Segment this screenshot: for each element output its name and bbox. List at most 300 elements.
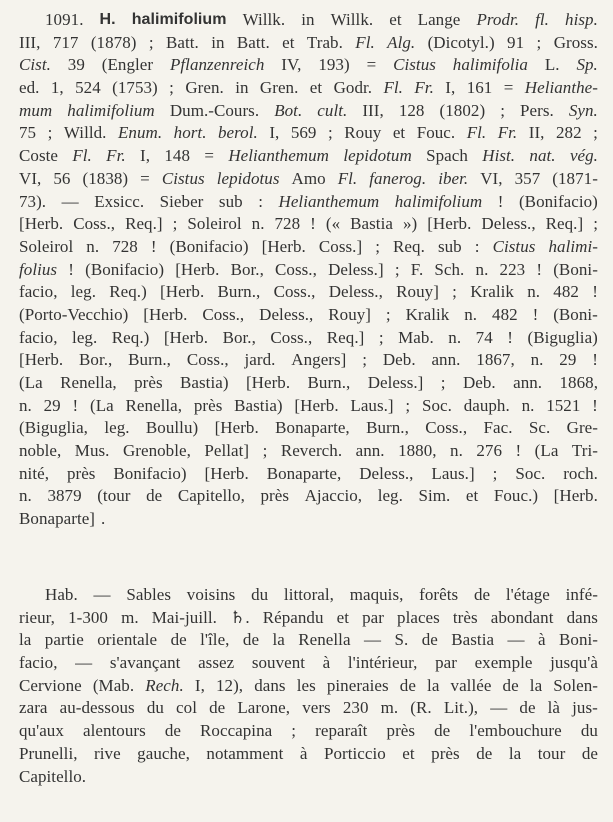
text-word: et [389, 10, 402, 29]
text-word: n. [448, 327, 462, 347]
text-word: Bastia) [180, 373, 229, 392]
text-word: noble, [19, 441, 62, 461]
text-word: ; [172, 214, 178, 234]
entry-line [19, 100, 598, 123]
text-word: Sieber [159, 191, 204, 211]
text-word: rive [94, 743, 121, 763]
italic-text: Fl. [337, 168, 358, 188]
text-word: (La [19, 373, 43, 392]
text-word: 223 [499, 259, 526, 279]
habitat-line [19, 697, 598, 720]
text-word: vallée [450, 675, 492, 695]
habitat-line [19, 743, 598, 766]
italic-text: Prodr. [476, 10, 520, 29]
text-word: m. [380, 698, 399, 718]
text-word: sub [437, 236, 462, 256]
text-word: par [435, 653, 457, 673]
text-word: près [260, 486, 290, 506]
text-word: I, [140, 146, 151, 166]
text-word: de [581, 743, 598, 763]
text-word: Bonaparte, [266, 463, 342, 483]
text-word: Laus.] [431, 463, 475, 483]
entry-line [19, 32, 598, 55]
text-word: Fac. [483, 418, 513, 438]
text-word: Bonaparte] [19, 509, 96, 529]
text-word: maquis, [349, 585, 404, 604]
text-word: [Herb. [163, 327, 209, 347]
species-name: halimifolium [131, 11, 227, 28]
text-word: : [258, 191, 263, 211]
text-word: (1871- [552, 168, 598, 188]
text-word: Coste [19, 146, 58, 166]
text-word: Fouc.) [493, 486, 539, 506]
text-word: 39 [67, 55, 85, 75]
text-word: (tour [97, 486, 131, 506]
text-word: orientale [97, 630, 158, 650]
entry-line [19, 281, 598, 304]
entry-line [19, 349, 598, 372]
text-word: et [309, 78, 323, 98]
text-word: littoral, [283, 585, 334, 604]
italic-text: vég. [569, 146, 598, 166]
text-word: de [476, 743, 493, 763]
italic-text: halimifolium [67, 100, 155, 120]
habitat-line [19, 629, 598, 652]
entry-line [19, 168, 598, 191]
text-word: Deless., [259, 304, 314, 324]
text-word: du [146, 698, 164, 718]
text-word: ! [592, 350, 598, 370]
text-word: (Biguglia) [527, 327, 598, 347]
text-word: II, [528, 123, 545, 143]
text-word: Cervione [19, 675, 82, 695]
text-word: ann. [513, 373, 543, 392]
italic-text: hisp. [565, 10, 598, 29]
text-word: ! [515, 441, 522, 461]
text-word: près [66, 463, 96, 483]
text-word: Renella [298, 630, 351, 650]
text-word: leg. [72, 327, 98, 347]
text-word: ! [592, 395, 598, 415]
text-word: III, [19, 32, 41, 52]
text-word: Deless., [328, 282, 383, 302]
text-word: Capitello, [177, 486, 245, 506]
text-word: IV, [281, 55, 302, 75]
text-word: Req.] [125, 214, 163, 234]
italic-text: Syn. [568, 100, 598, 120]
text-word: = [140, 168, 150, 188]
text-word: de [473, 585, 491, 604]
text-word: Laus.] [350, 395, 394, 415]
text-word: [Herb. [204, 463, 249, 483]
italic-text: Helianthemum [278, 191, 380, 211]
text-word: de [399, 675, 416, 695]
text-word: m. [121, 607, 139, 627]
text-word: [Herb. [294, 395, 339, 415]
text-word: (Boni- [553, 259, 598, 279]
text-word: = [204, 146, 214, 166]
italic-text: Rech. [145, 675, 184, 695]
text-word: Trab. [306, 32, 343, 52]
text-word: ; [536, 32, 542, 52]
text-word: n. [475, 259, 489, 279]
text-word: Gren. [185, 78, 224, 98]
text-word: gauche, [137, 743, 190, 763]
text-word: Deless.] [328, 259, 384, 279]
text-word: Burn., [307, 373, 351, 392]
text-word: 1868, [559, 373, 598, 392]
entry-line [19, 417, 598, 440]
text-word: [Herb. [143, 304, 188, 324]
text-word: Tri- [571, 441, 598, 461]
entry-line [19, 372, 598, 395]
italic-text: Fr. [497, 123, 518, 143]
text-word: Ajaccio, [304, 486, 363, 506]
italic-text: Cistus [161, 168, 205, 188]
text-word: Mai-juill. [151, 607, 217, 627]
text-word: l'étage [505, 585, 550, 604]
text-word: : [474, 236, 480, 256]
text-word: Rouy] [396, 282, 439, 302]
entry-line [19, 9, 598, 32]
entry-line [19, 259, 598, 282]
habitat-line [19, 766, 598, 789]
italic-text: Cistus [393, 55, 436, 75]
text-word: 1521 [546, 395, 581, 415]
text-word: très [452, 607, 478, 627]
text-word: 161 [466, 78, 493, 98]
text-word: Sables [126, 585, 172, 604]
text-word: Bastia [350, 214, 393, 234]
entry-line [19, 395, 598, 418]
text-word: 282 [555, 123, 582, 143]
text-word: (Boni- [553, 304, 598, 324]
text-word: nité, [19, 463, 49, 483]
text-word: 1880, [398, 441, 437, 461]
text-word: 29 [43, 395, 61, 415]
text-word: Solen- [553, 675, 598, 695]
text-word: ed. [19, 78, 40, 98]
italic-text: mum [19, 100, 53, 120]
text-word: zara [19, 698, 48, 718]
text-word: près [134, 373, 163, 392]
text-word: 482 [553, 282, 579, 302]
italic-text: Alg. [387, 32, 416, 52]
text-word: ! [536, 259, 543, 279]
habitat-line [19, 607, 598, 630]
text-word: n. [527, 282, 541, 302]
text-word: sub [218, 191, 243, 211]
text-word: (Bonifacio) [169, 236, 249, 256]
habitat-paragraph [19, 584, 598, 788]
text-word: 357 [514, 168, 541, 188]
text-word: Porticcio [323, 743, 386, 763]
text-word: Burn., [217, 282, 261, 302]
text-word: (1878) [90, 32, 137, 52]
text-word: de [242, 630, 260, 650]
text-word: Batt. [236, 32, 270, 52]
text-word: là [547, 698, 561, 718]
text-word: Dum.-Cours. [169, 100, 260, 120]
text-word: col [176, 698, 197, 718]
italic-text: hort. [173, 123, 207, 143]
text-word: Coss., [73, 214, 116, 234]
text-word: ; [452, 282, 457, 302]
text-word: Capitello. [19, 766, 87, 786]
italic-text: Cist. [19, 55, 51, 75]
text-word: 193) [318, 55, 350, 75]
text-word: — [93, 585, 111, 604]
text-word: de [170, 630, 187, 650]
text-word: Deless.] [367, 373, 424, 392]
text-word: Gren. [259, 78, 299, 98]
text-word: [Herb. [553, 486, 598, 506]
text-word: [Herb. [427, 214, 472, 234]
text-word: Bonifacio) [113, 463, 187, 483]
text-word: Boni- [559, 630, 598, 650]
text-word: 230 [342, 698, 369, 718]
text-word: ; [394, 259, 400, 279]
text-word: jard. [244, 350, 276, 370]
text-word: facio, [19, 282, 58, 302]
text-word: in [211, 32, 225, 52]
text-word: ; [169, 78, 174, 98]
text-word: Boullu) [145, 418, 199, 438]
text-word: ann. [355, 441, 385, 461]
text-word: exemple [474, 653, 533, 673]
text-word: Req.] [545, 214, 584, 234]
text-word: [Herb. [245, 373, 291, 392]
text-word: Soleirol [187, 214, 242, 234]
italic-text: fanerog. [369, 168, 427, 188]
text-word: n. [450, 441, 463, 461]
text-word: Sim. [418, 486, 451, 506]
text-word: tour [537, 743, 566, 763]
text-word: ; [500, 100, 505, 120]
text-word: 128 [398, 100, 425, 120]
text-word: Kralik [470, 282, 514, 302]
text-word: de [209, 698, 226, 718]
text-word: (Mab. [92, 675, 135, 695]
text-word: 276 [476, 441, 503, 461]
text-word: ; [291, 721, 297, 741]
text-word: qu'aux [19, 721, 64, 741]
text-word: Deless., [359, 463, 414, 483]
text-word: abondant [490, 607, 554, 627]
text-word: Willk. [330, 10, 374, 29]
text-word: Mus. [74, 441, 110, 461]
text-word: facio, [19, 653, 58, 673]
text-word: ; [262, 441, 268, 461]
text-word: Exsicc. [94, 191, 145, 211]
entry-line [19, 485, 598, 508]
text-word: 56 [53, 168, 71, 188]
text-word: Sc. [528, 418, 551, 438]
text-word: = [503, 78, 514, 98]
text-word: Batt. [166, 32, 199, 52]
text-word: Bor., [79, 350, 113, 370]
text-word: Lange [417, 10, 461, 29]
text-word: Deb. [382, 350, 416, 370]
text-word: n. [86, 236, 100, 256]
text-word: I, [194, 675, 205, 695]
text-word: 148 [164, 146, 191, 166]
text-word: près [386, 721, 416, 741]
text-word: facio, [19, 327, 58, 347]
text-word: I, [269, 123, 280, 143]
text-word: — [507, 630, 525, 650]
text-word: n. [521, 395, 535, 415]
italic-text: berol. [218, 123, 258, 143]
text-word: Bastia) [234, 395, 283, 415]
italic-text: Cistus [492, 236, 536, 256]
text-word: Mab. [398, 327, 434, 347]
text-word: près [431, 743, 460, 763]
entry-line [19, 77, 598, 100]
italic-text: Fr. [414, 78, 434, 98]
text-word: Rouy [344, 123, 382, 143]
text-word: à [537, 630, 546, 650]
text-word: [Herb. [19, 214, 64, 234]
text-word: Bastia [451, 630, 495, 650]
text-word: 91 [507, 32, 525, 52]
text-word: et [402, 743, 415, 763]
text-word: s'avançant [109, 653, 181, 673]
text-word: Gre- [566, 418, 598, 438]
text-word: et [282, 32, 295, 52]
text-word: la [508, 743, 522, 763]
entry-line [19, 463, 598, 486]
text-word: de [421, 630, 438, 650]
text-word: Coss., [275, 259, 317, 279]
text-word: dans [254, 675, 286, 695]
text-word: 1091. [45, 10, 84, 29]
text-word: [Herb. [160, 282, 205, 302]
text-word: Coss., [270, 327, 313, 347]
text-word: I, [445, 78, 456, 98]
text-word: Renella, [125, 395, 183, 415]
text-word: in [301, 10, 315, 29]
text-word: Gross. [553, 32, 598, 52]
text-word: Coss., [186, 350, 229, 370]
text-word: reparaît [315, 721, 368, 741]
text-word: 569 [290, 123, 317, 143]
text-word: n. [464, 304, 478, 324]
text-word: dans [566, 607, 598, 627]
text-word: (Porto-Vecchio) [19, 304, 129, 324]
text-word: souvent [251, 653, 306, 673]
text-word: F. [410, 259, 424, 279]
text-word: Req.] [326, 327, 365, 347]
text-word: Répandu [262, 607, 324, 627]
text-word: Willd. [63, 123, 107, 143]
entry-line [19, 508, 598, 531]
text-word: . [101, 509, 106, 529]
text-word: Soleirol [19, 236, 74, 256]
text-word: Fouc. [416, 123, 456, 143]
entry-line [19, 54, 598, 77]
text-word: Deless., [481, 214, 536, 234]
text-word: la [427, 675, 440, 695]
italic-text: Bot. [274, 100, 303, 120]
text-word: ; [327, 123, 333, 143]
text-word: 73). [19, 191, 47, 211]
text-word: n. [251, 214, 265, 234]
italic-text: Hist. [482, 146, 516, 166]
text-word: Coss., [425, 418, 468, 438]
text-word: Bonaparte, [275, 418, 350, 438]
italic-text: Enum. [117, 123, 163, 143]
text-word: à [322, 653, 331, 673]
text-word: (R. [410, 698, 432, 718]
text-word: 1-300 [68, 607, 108, 627]
text-word: n. [530, 350, 544, 370]
text-word: Soc. [421, 395, 452, 415]
text-word: 74 [475, 327, 493, 347]
text-word: rieur, [19, 607, 55, 627]
species-entry [19, 9, 598, 531]
text-word: notamment [206, 743, 284, 763]
text-word: 1867, [476, 350, 515, 370]
text-word: près [193, 395, 223, 415]
text-word: 29 [559, 350, 577, 370]
text-word: et [336, 607, 349, 627]
text-word: à [299, 743, 308, 763]
text-word: (1753) [112, 78, 158, 98]
text-word: places [397, 607, 440, 627]
italic-text: Fr. [106, 146, 126, 166]
text-word: du [251, 585, 269, 604]
text-word: Pellat] [204, 441, 250, 461]
text-word: l'embouchure [469, 721, 562, 741]
text-word: III, [362, 100, 384, 120]
text-word: (Dicotyl.) [427, 32, 495, 52]
text-word: ! [592, 282, 598, 302]
text-word: (Bonifacio) [85, 259, 165, 279]
text-word: ; [148, 32, 154, 52]
italic-text: Fl. [355, 32, 375, 52]
text-word: jusqu'à [550, 653, 598, 673]
italic-text: Fl. [466, 123, 487, 143]
text-word: (1838) [82, 168, 129, 188]
text-word: L. [544, 55, 560, 75]
text-word: par [362, 607, 384, 627]
italic-text: halimifolium [394, 191, 483, 211]
text-word: VI, [480, 168, 503, 188]
text-word: Coss., [202, 304, 245, 324]
text-word: du [580, 721, 598, 741]
text-word: Burn., [128, 350, 171, 370]
text-word: ; [362, 350, 368, 370]
text-word: Roccapina [200, 721, 273, 741]
text-word: (Bonifacio) [518, 191, 598, 211]
text-word: et [465, 486, 479, 506]
text-word: (Engler [101, 55, 154, 75]
habitat-line [19, 584, 598, 607]
text-word: l'intérieur, [347, 653, 418, 673]
text-word: 482 [492, 304, 518, 324]
text-word: forêts [419, 585, 459, 604]
text-word: Coss.] [318, 236, 363, 256]
entry-line [19, 122, 598, 145]
text-word: de [519, 698, 536, 718]
habitat-line [19, 652, 598, 675]
italic-text: Fl. [72, 146, 92, 166]
text-word: leg. [70, 282, 96, 302]
text-word: 717 [52, 32, 79, 52]
text-word: Burn., [366, 418, 409, 438]
italic-text: halimifolia [452, 55, 528, 75]
